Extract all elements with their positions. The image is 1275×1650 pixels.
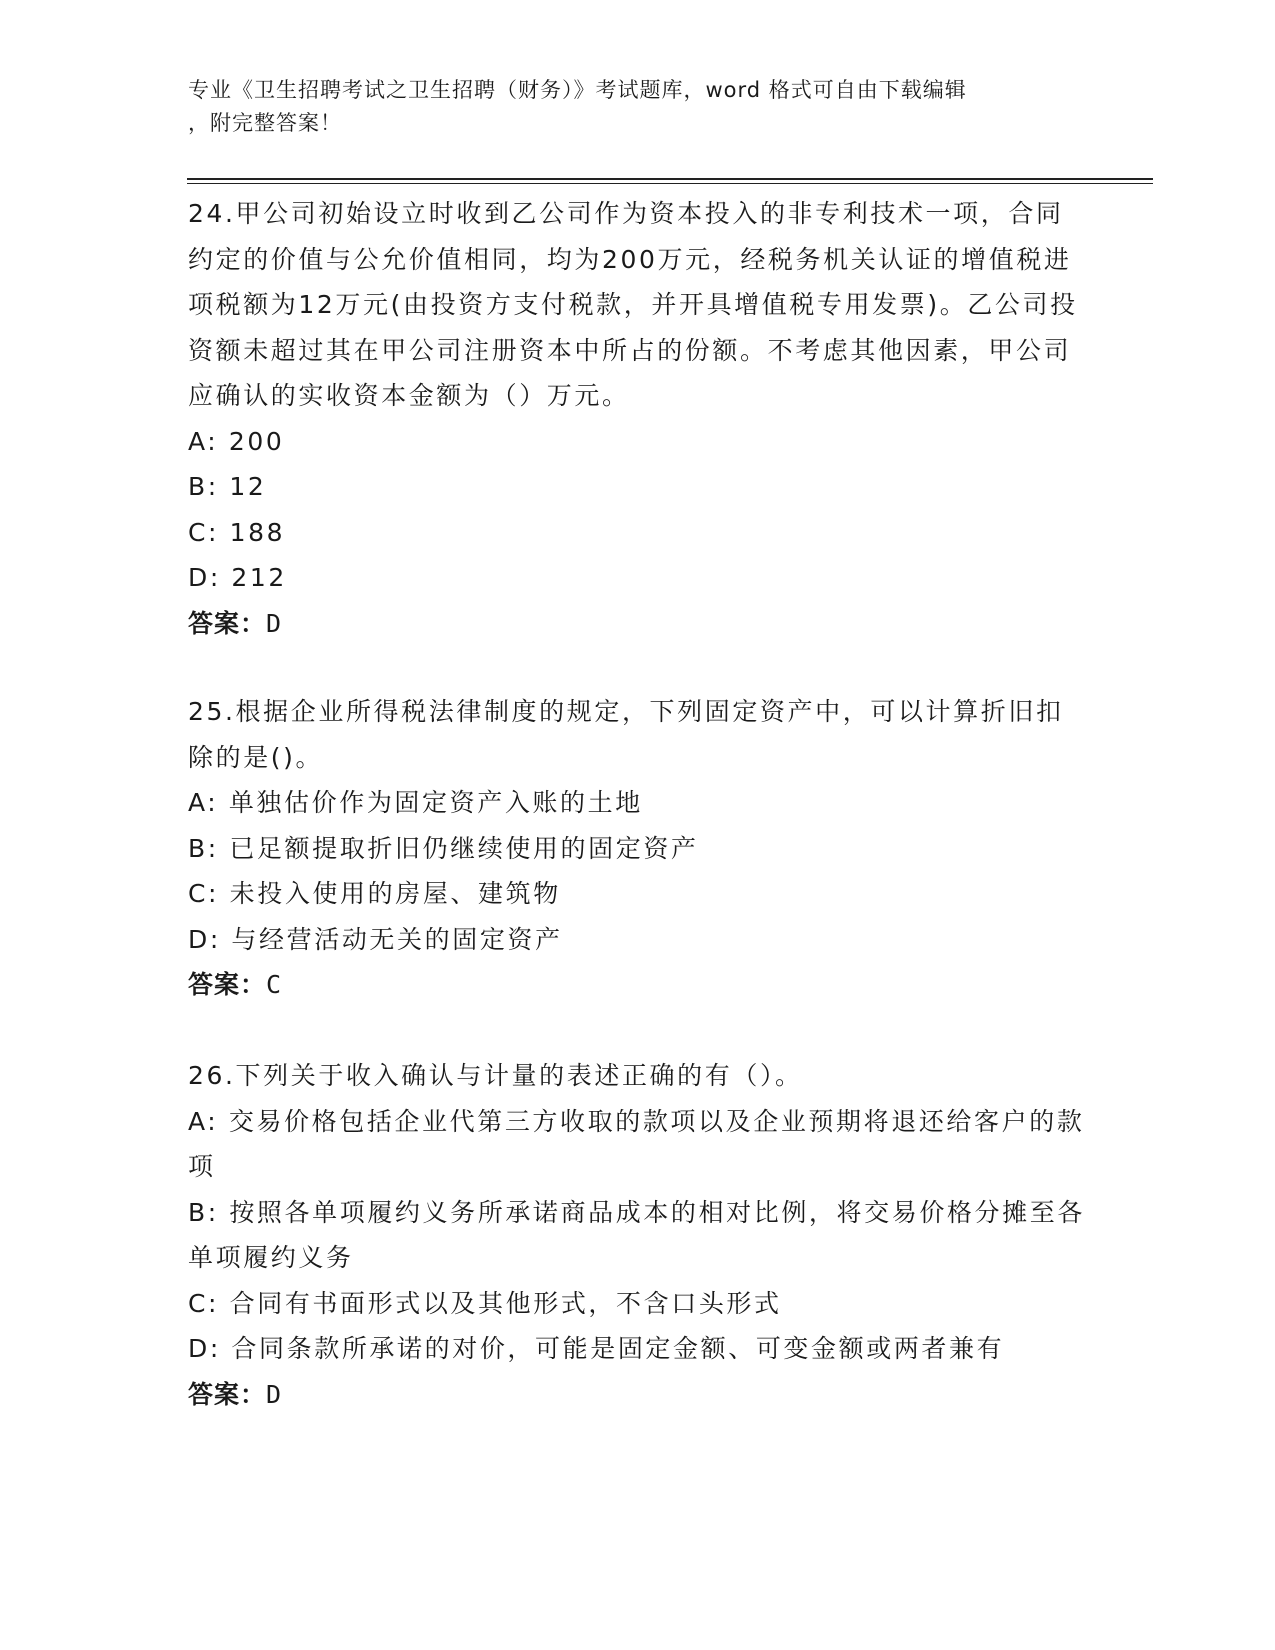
- option-c: C: 未投入使用的房屋、建筑物: [188, 879, 561, 908]
- header-divider-thick: [187, 178, 1153, 180]
- answer-value: D: [266, 1379, 283, 1409]
- answer-line: [188, 1372, 1088, 1418]
- answer-value: C: [266, 970, 283, 999]
- option-c: C: 188: [188, 517, 286, 547]
- answer-value: D: [266, 608, 283, 638]
- option-a: A: 交易价格包括企业代第三方收取的款项以及企业预期将退还给客户的款项: [188, 1106, 1085, 1181]
- question-stem: 25.根据企业所得税法律制度的规定，下列固定资产中，可以计算折旧扣除的是()。: [188, 697, 1064, 772]
- question-stem: 26.下列关于收入确认与计量的表述正确的有（）。: [188, 1061, 803, 1090]
- option-a: A: 单独估价作为固定资产入账的土地: [188, 788, 643, 817]
- option-b: B: 已足额提取折旧仍继续使用的固定资产: [188, 833, 699, 863]
- answer-label: 答案：: [188, 970, 267, 999]
- answer-label: 答案：: [188, 608, 267, 638]
- header-divider-thin: [187, 183, 1153, 184]
- header-line-2: ，附完整答案！: [188, 111, 342, 135]
- question-26: [188, 1053, 1088, 1417]
- answer-line: [188, 601, 1088, 647]
- header-line-1: 专业《卫生招聘考试之卫生招聘（财务）》考试题库，word 格式可自由下载编辑: [188, 78, 967, 102]
- answer-line: [188, 962, 1088, 1008]
- question-stem: 24.甲公司初始设立时收到乙公司作为资本投入的非专利技术一项，合同约定的价值与公允价值相同，均为200万元，经税务机关认证的增值税进项税额为12万元(由投资方支付税款，并开具增值税专用发票)。乙公司投资额未超过其在甲公司注册资本中所占的份额。不考虑其他因素，甲公司应确认的实收资本金额为（）万元。: [188, 199, 1078, 410]
- option-d: D: 合同条款所承诺的对价，可能是固定金额、可变金额或两者兼有: [188, 1334, 1005, 1363]
- answer-label: 答案：: [188, 1379, 267, 1409]
- document-header: [188, 74, 1068, 140]
- question-24: [188, 191, 1088, 646]
- option-d: D: 212: [188, 563, 287, 592]
- option-b: B: 12: [188, 472, 267, 501]
- option-a: A: 200: [188, 426, 285, 456]
- option-d: D: 与经营活动无关的固定资产: [188, 924, 563, 954]
- option-c: C: 合同有书面形式以及其他形式，不含口头形式: [188, 1288, 782, 1318]
- option-b: B: 按照各单项履约义务所承诺商品成本的相对比例，将交易价格分摊至各单项履约义务: [188, 1197, 1085, 1272]
- question-25: [188, 689, 1088, 1008]
